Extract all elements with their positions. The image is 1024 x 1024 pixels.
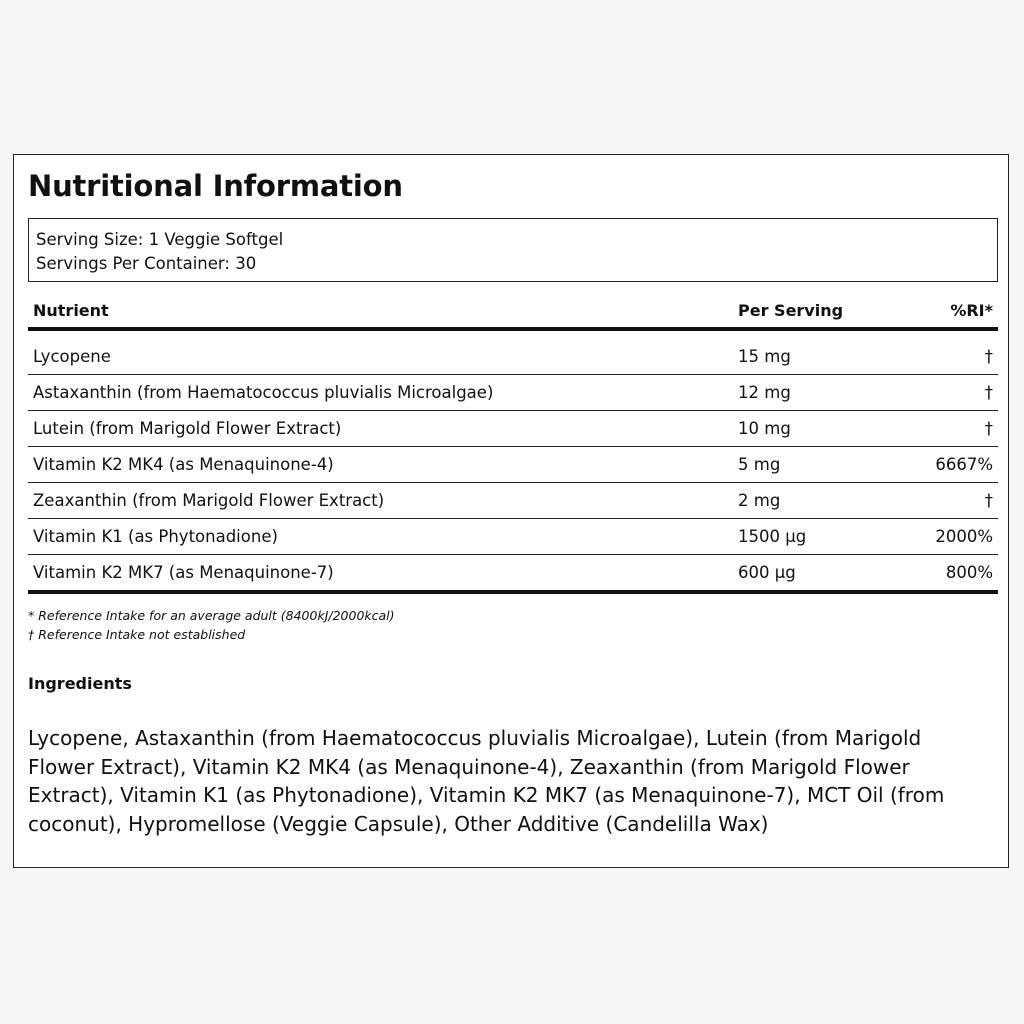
- header-nutrient: Nutrient: [33, 301, 109, 320]
- row-per-serving: 600 µg: [738, 563, 796, 582]
- ingredients-heading: Ingredients: [28, 674, 132, 693]
- footnote-dagger: † Reference Intake not established: [28, 627, 246, 642]
- row-nutrient: Lycopene: [33, 347, 111, 366]
- footnotes: [28, 606, 395, 644]
- row-per-serving: 10 mg: [738, 419, 791, 438]
- table-row: [28, 339, 998, 375]
- footnote-ri: * Reference Intake for an average adult (8400kJ/2000kcal): [28, 608, 395, 623]
- table-row: [28, 411, 998, 447]
- header-ri: %RI*: [950, 301, 993, 320]
- row-per-serving: 2 mg: [738, 491, 781, 510]
- row-per-serving: 15 mg: [738, 347, 791, 366]
- ingredients-text: Lycopene, Astaxanthin (from Haematococcus pluvialis Microalgae), Lutein (from Marigold Flower Extract), Vitamin K2 MK4 (as Menaquinone-4), Zeaxanthin (from Marigold Flower Extract), Vitamin K1 (as Phytonadione), Vitamin K2 MK7 (as Menaquinone-7), MCT Oil (from coconut), Hypromellose (Veggie Capsule), Other Additive (Candelilla Wax): [28, 726, 945, 836]
- row-ri: 6667%: [935, 455, 993, 474]
- row-nutrient: Astaxanthin (from Haematococcus pluvialis Microalgae): [33, 383, 494, 402]
- table-row: [28, 555, 998, 594]
- row-per-serving: 12 mg: [738, 383, 791, 402]
- table-row: [28, 447, 998, 483]
- row-nutrient: Vitamin K2 MK7 (as Menaquinone-7): [33, 563, 334, 582]
- table-row: [28, 483, 998, 519]
- servings-per-container: Servings Per Container: 30: [36, 254, 257, 273]
- table-spacer: [28, 331, 998, 339]
- panel-title: Nutritional Information: [28, 169, 403, 203]
- row-per-serving: 1500 µg: [738, 527, 807, 546]
- row-ri: †: [984, 383, 993, 402]
- table-row: [28, 519, 998, 555]
- serving-size: Serving Size: 1 Veggie Softgel: [36, 230, 284, 249]
- row-nutrient: Zeaxanthin (from Marigold Flower Extract): [33, 491, 385, 510]
- row-nutrient: Vitamin K1 (as Phytonadione): [33, 527, 278, 546]
- row-ri: †: [984, 491, 993, 510]
- row-ri: 800%: [945, 563, 993, 582]
- row-nutrient: Vitamin K2 MK4 (as Menaquinone-4): [33, 455, 334, 474]
- header-per-serving: Per Serving: [738, 301, 844, 320]
- nutrition-panel: [13, 154, 1009, 868]
- row-ri: 2000%: [935, 527, 993, 546]
- row-ri: †: [984, 419, 993, 438]
- table-row: [28, 375, 998, 411]
- row-per-serving: 5 mg: [738, 455, 781, 474]
- table-header: [28, 291, 998, 331]
- row-nutrient: Lutein (from Marigold Flower Extract): [33, 419, 342, 438]
- nutrient-table: [28, 291, 998, 594]
- row-ri: †: [984, 347, 993, 366]
- serving-info-box: [28, 218, 998, 282]
